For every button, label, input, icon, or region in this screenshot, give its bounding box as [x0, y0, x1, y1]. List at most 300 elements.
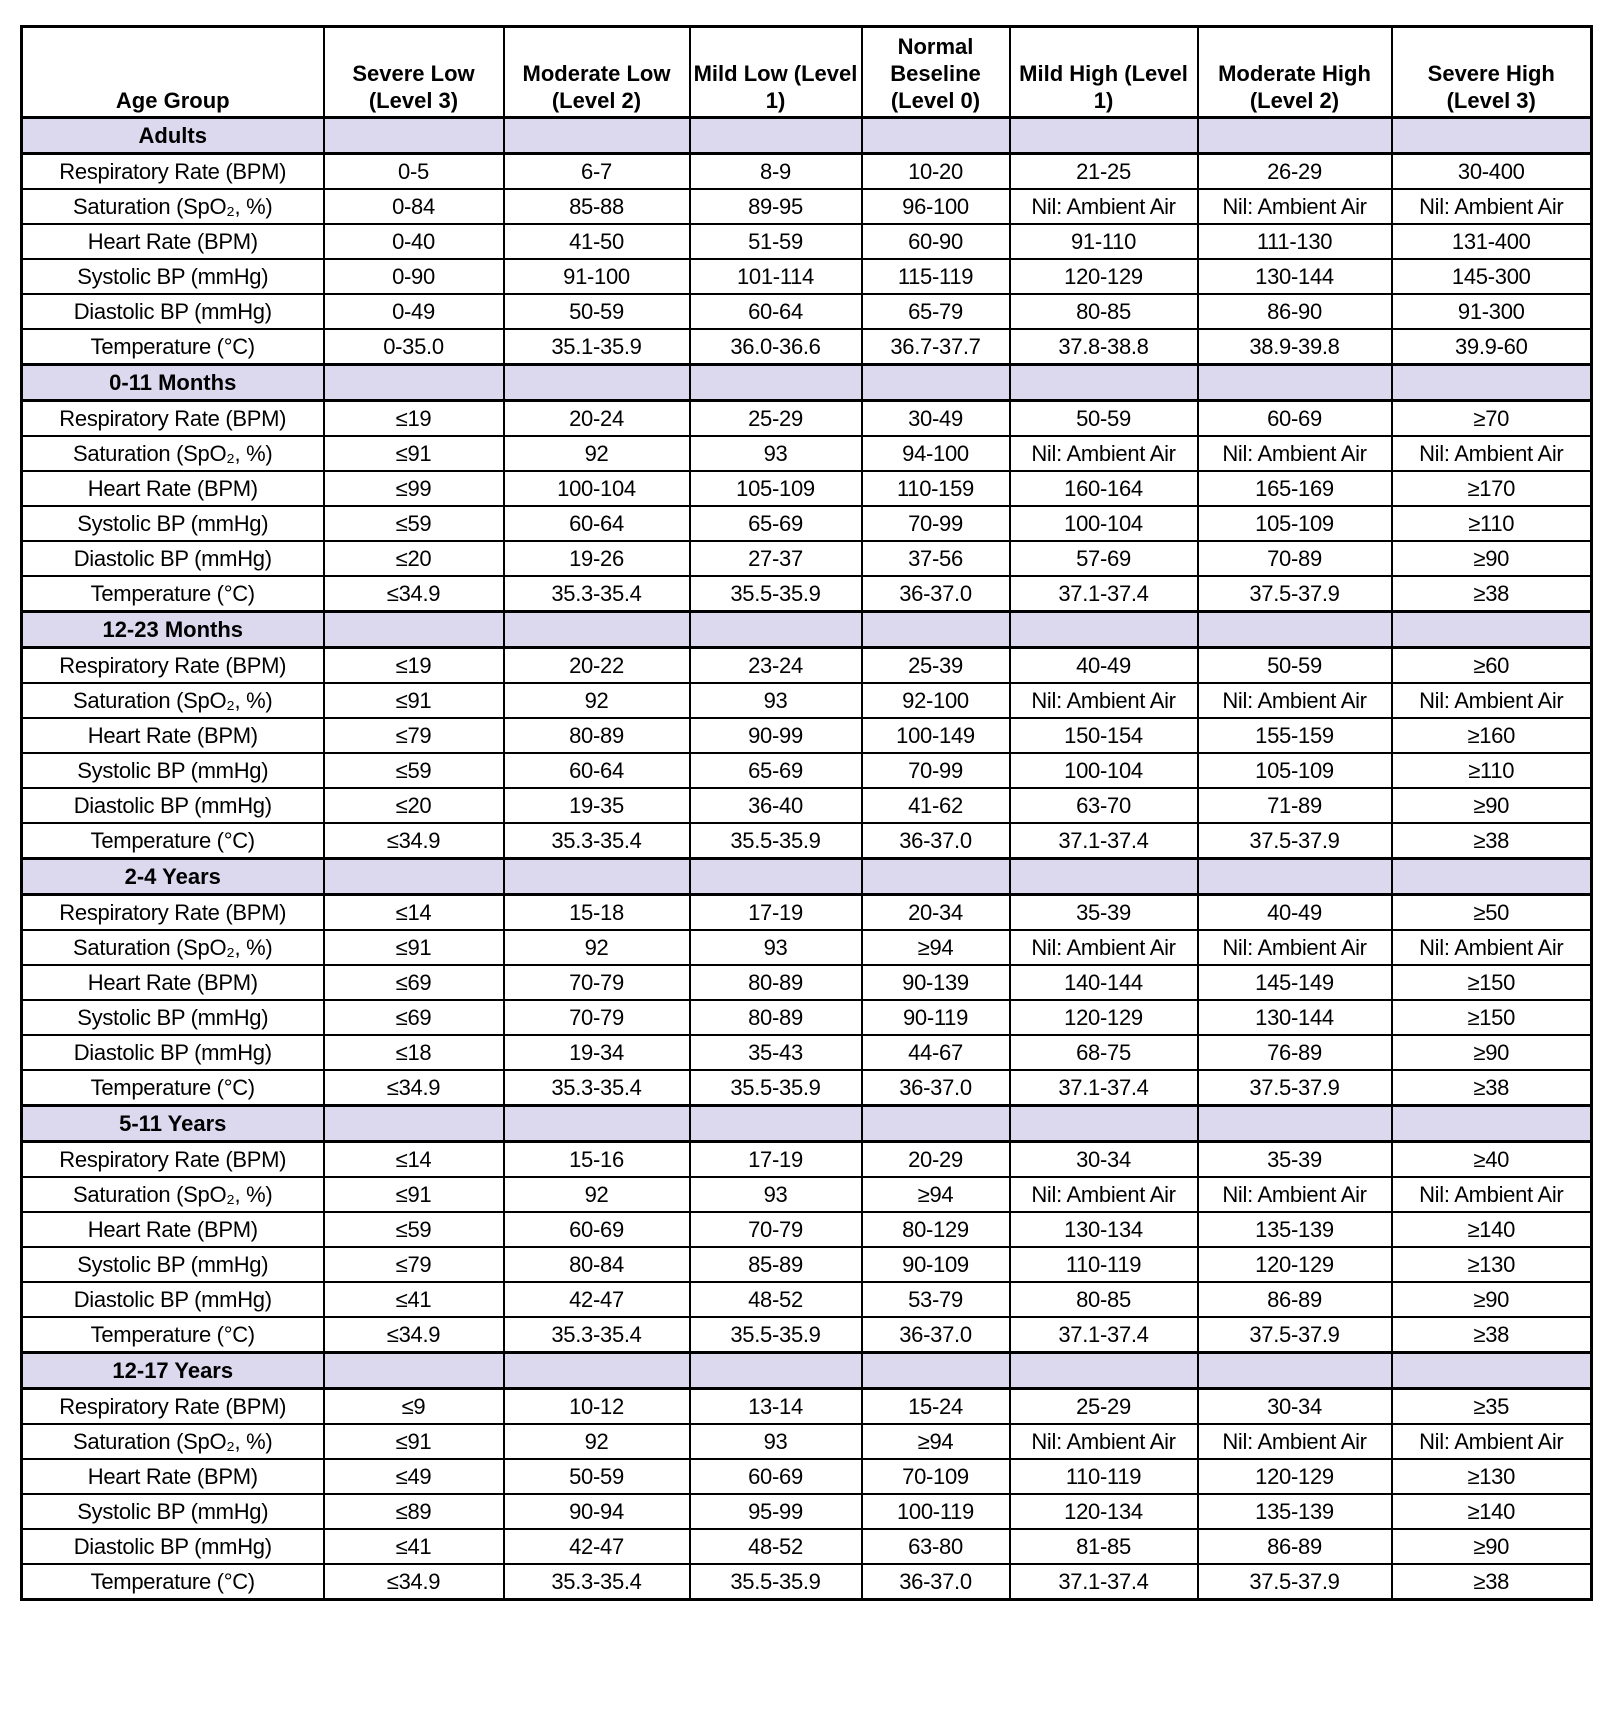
range-cell: 155-159 — [1198, 718, 1392, 753]
range-cell: 91-110 — [1010, 224, 1198, 259]
range-cell: 93 — [690, 683, 862, 718]
range-cell: 35.5-35.9 — [690, 576, 862, 612]
range-cell: 110-159 — [862, 471, 1010, 506]
range-cell: 70-109 — [862, 1459, 1010, 1494]
range-cell: ≤14 — [324, 1142, 504, 1178]
range-cell: 36.7-37.7 — [862, 329, 1010, 365]
group-filler-cell — [1198, 1106, 1392, 1142]
range-cell: ≤18 — [324, 1035, 504, 1070]
group-filler-cell — [690, 118, 862, 154]
range-cell: ≤59 — [324, 506, 504, 541]
group-filler-cell — [690, 859, 862, 895]
range-cell: 0-5 — [324, 154, 504, 190]
range-cell: 35.3-35.4 — [504, 1070, 690, 1106]
table-row — [22, 1424, 1592, 1459]
group-filler-cell — [1010, 859, 1198, 895]
range-cell: 76-89 — [1198, 1035, 1392, 1070]
range-cell: 37.8-38.8 — [1010, 329, 1198, 365]
group-filler-cell — [1198, 859, 1392, 895]
group-row-adults — [22, 118, 1592, 154]
range-cell: 41-50 — [504, 224, 690, 259]
range-cell: 60-90 — [862, 224, 1010, 259]
range-cell: 48-52 — [690, 1282, 862, 1317]
table-row — [22, 154, 1592, 190]
metric-label: Systolic BP (mmHg) — [22, 1247, 324, 1282]
group-label: 0-11 Months — [22, 365, 324, 401]
range-cell: ≤91 — [324, 1424, 504, 1459]
range-cell: 30-49 — [862, 401, 1010, 437]
range-cell: ≤69 — [324, 1000, 504, 1035]
range-cell: 70-99 — [862, 753, 1010, 788]
metric-label: Heart Rate (BPM) — [22, 224, 324, 259]
range-cell: 20-24 — [504, 401, 690, 437]
range-cell: 70-99 — [862, 506, 1010, 541]
range-cell: Nil: Ambient Air — [1010, 1177, 1198, 1212]
table-row — [22, 930, 1592, 965]
range-cell: 15-24 — [862, 1389, 1010, 1425]
range-cell: 90-99 — [690, 718, 862, 753]
group-label: 5-11 Years — [22, 1106, 324, 1142]
range-cell: 68-75 — [1010, 1035, 1198, 1070]
group-filler-cell — [1198, 612, 1392, 648]
range-cell: 57-69 — [1010, 541, 1198, 576]
range-cell: Nil: Ambient Air — [1392, 189, 1592, 224]
metric-label: Diastolic BP (mmHg) — [22, 788, 324, 823]
range-cell: 40-49 — [1010, 648, 1198, 684]
range-cell: ≥38 — [1392, 823, 1592, 859]
range-cell: 60-64 — [504, 753, 690, 788]
table-row — [22, 1529, 1592, 1564]
range-cell: 35.3-35.4 — [504, 1317, 690, 1353]
range-cell: 50-59 — [504, 294, 690, 329]
range-cell: Nil: Ambient Air — [1010, 189, 1198, 224]
range-cell: 95-99 — [690, 1494, 862, 1529]
group-filler-cell — [1392, 1353, 1592, 1389]
metric-label: Diastolic BP (mmHg) — [22, 1529, 324, 1564]
range-cell: 15-16 — [504, 1142, 690, 1178]
metric-label: Respiratory Rate (BPM) — [22, 154, 324, 190]
table-row — [22, 683, 1592, 718]
range-cell: ≤34.9 — [324, 1070, 504, 1106]
table-row — [22, 1000, 1592, 1035]
header-mild-high: Mild High (Level 1) — [1010, 27, 1198, 118]
group-filler-cell — [324, 1106, 504, 1142]
range-cell: 30-34 — [1010, 1142, 1198, 1178]
range-cell: ≤91 — [324, 1177, 504, 1212]
range-cell: 130-144 — [1198, 1000, 1392, 1035]
range-cell: 65-69 — [690, 753, 862, 788]
range-cell: 92 — [504, 436, 690, 471]
table-row — [22, 506, 1592, 541]
range-cell: 135-139 — [1198, 1494, 1392, 1529]
range-cell: ≤14 — [324, 895, 504, 931]
range-cell: 70-79 — [690, 1212, 862, 1247]
metric-label: Systolic BP (mmHg) — [22, 259, 324, 294]
header-moderate-low: Moderate Low (Level 2) — [504, 27, 690, 118]
range-cell: 63-70 — [1010, 788, 1198, 823]
range-cell: 85-89 — [690, 1247, 862, 1282]
range-cell: 35-39 — [1010, 895, 1198, 931]
range-cell: ≥140 — [1392, 1494, 1592, 1529]
range-cell: 90-109 — [862, 1247, 1010, 1282]
range-cell: 37.5-37.9 — [1198, 823, 1392, 859]
range-cell: 93 — [690, 1177, 862, 1212]
table-row — [22, 895, 1592, 931]
range-cell: 101-114 — [690, 259, 862, 294]
group-filler-cell — [324, 118, 504, 154]
range-cell: Nil: Ambient Air — [1198, 683, 1392, 718]
table-row — [22, 788, 1592, 823]
range-cell: 130-134 — [1010, 1212, 1198, 1247]
range-cell: 8-9 — [690, 154, 862, 190]
range-cell: 39.9-60 — [1392, 329, 1592, 365]
metric-label: Saturation (SpO₂, %) — [22, 1424, 324, 1459]
range-cell: 35.5-35.9 — [690, 1317, 862, 1353]
range-cell: 30-34 — [1198, 1389, 1392, 1425]
range-cell: 60-69 — [504, 1212, 690, 1247]
range-cell: 65-69 — [690, 506, 862, 541]
table-row — [22, 541, 1592, 576]
range-cell: ≤89 — [324, 1494, 504, 1529]
table-body — [22, 118, 1592, 1600]
range-cell: ≥90 — [1392, 788, 1592, 823]
range-cell: 35.1-35.9 — [504, 329, 690, 365]
range-cell: ≥94 — [862, 1177, 1010, 1212]
metric-label: Respiratory Rate (BPM) — [22, 648, 324, 684]
range-cell: 90-119 — [862, 1000, 1010, 1035]
metric-label: Saturation (SpO₂, %) — [22, 436, 324, 471]
range-cell: Nil: Ambient Air — [1392, 1424, 1592, 1459]
range-cell: 36-37.0 — [862, 1564, 1010, 1600]
group-filler-cell — [690, 612, 862, 648]
group-filler-cell — [690, 1353, 862, 1389]
metric-label: Saturation (SpO₂, %) — [22, 189, 324, 224]
range-cell: 37.1-37.4 — [1010, 1317, 1198, 1353]
group-filler-cell — [504, 1353, 690, 1389]
range-cell: ≥38 — [1392, 1564, 1592, 1600]
metric-label: Systolic BP (mmHg) — [22, 506, 324, 541]
range-cell: 145-149 — [1198, 965, 1392, 1000]
range-cell: 44-67 — [862, 1035, 1010, 1070]
range-cell: 93 — [690, 436, 862, 471]
range-cell: 93 — [690, 930, 862, 965]
metric-label: Diastolic BP (mmHg) — [22, 541, 324, 576]
range-cell: Nil: Ambient Air — [1198, 1177, 1392, 1212]
range-cell: ≥90 — [1392, 1529, 1592, 1564]
range-cell: 100-119 — [862, 1494, 1010, 1529]
range-cell: 37.5-37.9 — [1198, 576, 1392, 612]
range-cell: 92 — [504, 1177, 690, 1212]
range-cell: 0-40 — [324, 224, 504, 259]
range-cell: 0-35.0 — [324, 329, 504, 365]
range-cell: 92 — [504, 1424, 690, 1459]
range-cell: 36.0-36.6 — [690, 329, 862, 365]
range-cell: 35.5-35.9 — [690, 823, 862, 859]
metric-label: Systolic BP (mmHg) — [22, 1000, 324, 1035]
range-cell: 110-119 — [1010, 1459, 1198, 1494]
group-label: 12-23 Months — [22, 612, 324, 648]
range-cell: 86-89 — [1198, 1529, 1392, 1564]
range-cell: 37.5-37.9 — [1198, 1317, 1392, 1353]
range-cell: 37.1-37.4 — [1010, 576, 1198, 612]
header-mild-low: Mild Low (Level 1) — [690, 27, 862, 118]
range-cell: ≤79 — [324, 1247, 504, 1282]
range-cell: ≤91 — [324, 436, 504, 471]
range-cell: 48-52 — [690, 1529, 862, 1564]
header-severe-low: Severe Low (Level 3) — [324, 27, 504, 118]
range-cell: 15-18 — [504, 895, 690, 931]
table-row — [22, 1247, 1592, 1282]
range-cell: 20-29 — [862, 1142, 1010, 1178]
range-cell: ≤20 — [324, 541, 504, 576]
range-cell: 120-134 — [1010, 1494, 1198, 1529]
range-cell: Nil: Ambient Air — [1392, 683, 1592, 718]
table-row — [22, 1282, 1592, 1317]
group-filler-cell — [862, 1353, 1010, 1389]
range-cell: ≤19 — [324, 648, 504, 684]
table-row — [22, 401, 1592, 437]
range-cell: 105-109 — [690, 471, 862, 506]
range-cell: 80-89 — [690, 1000, 862, 1035]
range-cell: 51-59 — [690, 224, 862, 259]
range-cell: ≥94 — [862, 930, 1010, 965]
table-row — [22, 1389, 1592, 1425]
range-cell: 150-154 — [1010, 718, 1198, 753]
range-cell: 36-37.0 — [862, 823, 1010, 859]
range-cell: ≥130 — [1392, 1459, 1592, 1494]
group-filler-cell — [1392, 859, 1592, 895]
range-cell: 145-300 — [1392, 259, 1592, 294]
header-severe-high: Severe High (Level 3) — [1392, 27, 1592, 118]
range-cell: 94-100 — [862, 436, 1010, 471]
range-cell: 37.5-37.9 — [1198, 1564, 1392, 1600]
range-cell: 30-400 — [1392, 154, 1592, 190]
range-cell: 26-29 — [1198, 154, 1392, 190]
metric-label: Temperature (°C) — [22, 823, 324, 859]
range-cell: 80-89 — [504, 718, 690, 753]
range-cell: 92 — [504, 930, 690, 965]
range-cell: ≤9 — [324, 1389, 504, 1425]
range-cell: ≥150 — [1392, 1000, 1592, 1035]
group-filler-cell — [504, 365, 690, 401]
table-row — [22, 648, 1592, 684]
range-cell: 35.5-35.9 — [690, 1564, 862, 1600]
table-header — [22, 27, 1592, 118]
range-cell: 60-64 — [690, 294, 862, 329]
range-cell: ≤34.9 — [324, 1317, 504, 1353]
group-label: 12-17 Years — [22, 1353, 324, 1389]
range-cell: 36-37.0 — [862, 576, 1010, 612]
range-cell: 50-59 — [1010, 401, 1198, 437]
group-filler-cell — [1010, 1353, 1198, 1389]
range-cell: 25-29 — [1010, 1389, 1198, 1425]
range-cell: 10-12 — [504, 1389, 690, 1425]
range-cell: 35-43 — [690, 1035, 862, 1070]
table-row — [22, 1459, 1592, 1494]
group-filler-cell — [1198, 118, 1392, 154]
range-cell: Nil: Ambient Air — [1010, 930, 1198, 965]
range-cell: 100-104 — [1010, 506, 1198, 541]
range-cell: ≤34.9 — [324, 576, 504, 612]
group-filler-cell — [862, 612, 1010, 648]
range-cell: ≥160 — [1392, 718, 1592, 753]
table-row — [22, 965, 1592, 1000]
range-cell: 81-85 — [1010, 1529, 1198, 1564]
group-filler-cell — [324, 1353, 504, 1389]
group-filler-cell — [1198, 1353, 1392, 1389]
range-cell: ≥90 — [1392, 541, 1592, 576]
range-cell: 90-139 — [862, 965, 1010, 1000]
range-cell: 92 — [504, 683, 690, 718]
range-cell: 100-104 — [1010, 753, 1198, 788]
range-cell: 0-49 — [324, 294, 504, 329]
range-cell: 25-29 — [690, 401, 862, 437]
range-cell: 41-62 — [862, 788, 1010, 823]
metric-label: Heart Rate (BPM) — [22, 1459, 324, 1494]
range-cell: 38.9-39.8 — [1198, 329, 1392, 365]
range-cell: 35.5-35.9 — [690, 1070, 862, 1106]
group-filler-cell — [1392, 1106, 1592, 1142]
metric-label: Temperature (°C) — [22, 1317, 324, 1353]
table-row — [22, 576, 1592, 612]
range-cell: Nil: Ambient Air — [1392, 1177, 1592, 1212]
range-cell: Nil: Ambient Air — [1010, 683, 1198, 718]
range-cell: 37.5-37.9 — [1198, 1070, 1392, 1106]
header-moderate-high: Moderate High (Level 2) — [1198, 27, 1392, 118]
range-cell: 80-85 — [1010, 1282, 1198, 1317]
range-cell: ≥90 — [1392, 1035, 1592, 1070]
range-cell: 120-129 — [1010, 259, 1198, 294]
range-cell: ≥150 — [1392, 965, 1592, 1000]
range-cell: Nil: Ambient Air — [1198, 436, 1392, 471]
range-cell: 89-95 — [690, 189, 862, 224]
range-cell: ≤69 — [324, 965, 504, 1000]
range-cell: ≥110 — [1392, 753, 1592, 788]
metric-label: Saturation (SpO₂, %) — [22, 930, 324, 965]
range-cell: 91-300 — [1392, 294, 1592, 329]
range-cell: 42-47 — [504, 1282, 690, 1317]
range-cell: 92-100 — [862, 683, 1010, 718]
range-cell: 10-20 — [862, 154, 1010, 190]
metric-label: Respiratory Rate (BPM) — [22, 1142, 324, 1178]
range-cell: ≥60 — [1392, 648, 1592, 684]
range-cell: 0-90 — [324, 259, 504, 294]
range-cell: ≥94 — [862, 1424, 1010, 1459]
range-cell: 85-88 — [504, 189, 690, 224]
header-row — [22, 27, 1592, 118]
group-filler-cell — [1010, 118, 1198, 154]
table-row — [22, 823, 1592, 859]
range-cell: 25-39 — [862, 648, 1010, 684]
range-cell: ≤59 — [324, 1212, 504, 1247]
range-cell: 111-130 — [1198, 224, 1392, 259]
table-row — [22, 1142, 1592, 1178]
range-cell: 50-59 — [504, 1459, 690, 1494]
metric-label: Temperature (°C) — [22, 329, 324, 365]
range-cell: 65-79 — [862, 294, 1010, 329]
metric-label: Diastolic BP (mmHg) — [22, 1035, 324, 1070]
range-cell: Nil: Ambient Air — [1198, 1424, 1392, 1459]
group-filler-cell — [690, 1106, 862, 1142]
group-row-12-23-months — [22, 612, 1592, 648]
range-cell: 17-19 — [690, 895, 862, 931]
range-cell: ≤34.9 — [324, 1564, 504, 1600]
range-cell: ≥35 — [1392, 1389, 1592, 1425]
metric-label: Respiratory Rate (BPM) — [22, 1389, 324, 1425]
metric-label: Systolic BP (mmHg) — [22, 753, 324, 788]
range-cell: ≤41 — [324, 1529, 504, 1564]
range-cell: 63-80 — [862, 1529, 1010, 1564]
table-row — [22, 1494, 1592, 1529]
range-cell: 19-26 — [504, 541, 690, 576]
range-cell: 20-22 — [504, 648, 690, 684]
range-cell: 36-37.0 — [862, 1070, 1010, 1106]
range-cell: ≤19 — [324, 401, 504, 437]
range-cell: ≥70 — [1392, 401, 1592, 437]
group-label: Adults — [22, 118, 324, 154]
range-cell: 120-129 — [1198, 1247, 1392, 1282]
range-cell: ≤99 — [324, 471, 504, 506]
metric-label: Saturation (SpO₂, %) — [22, 1177, 324, 1212]
table-row — [22, 259, 1592, 294]
group-filler-cell — [1198, 365, 1392, 401]
range-cell: 35-39 — [1198, 1142, 1392, 1178]
metric-label: Temperature (°C) — [22, 576, 324, 612]
metric-label: Heart Rate (BPM) — [22, 965, 324, 1000]
table-row — [22, 1564, 1592, 1600]
range-cell: 105-109 — [1198, 506, 1392, 541]
range-cell: 21-25 — [1010, 154, 1198, 190]
range-cell: 86-90 — [1198, 294, 1392, 329]
range-cell: 37-56 — [862, 541, 1010, 576]
range-cell: Nil: Ambient Air — [1392, 930, 1592, 965]
range-cell: 27-37 — [690, 541, 862, 576]
table-row — [22, 329, 1592, 365]
table-row — [22, 189, 1592, 224]
range-cell: 160-164 — [1010, 471, 1198, 506]
range-cell: 37.1-37.4 — [1010, 1070, 1198, 1106]
range-cell: 60-69 — [1198, 401, 1392, 437]
range-cell: 23-24 — [690, 648, 862, 684]
table-row — [22, 718, 1592, 753]
range-cell: 40-49 — [1198, 895, 1392, 931]
range-cell: ≤91 — [324, 683, 504, 718]
group-filler-cell — [504, 1106, 690, 1142]
range-cell: 130-144 — [1198, 259, 1392, 294]
metric-label: Heart Rate (BPM) — [22, 718, 324, 753]
range-cell: 110-119 — [1010, 1247, 1198, 1282]
group-filler-cell — [690, 365, 862, 401]
table-row — [22, 224, 1592, 259]
table-row — [22, 1035, 1592, 1070]
range-cell: 100-149 — [862, 718, 1010, 753]
range-cell: 19-34 — [504, 1035, 690, 1070]
range-cell: 37.1-37.4 — [1010, 823, 1198, 859]
range-cell: 35.3-35.4 — [504, 1564, 690, 1600]
metric-label: Temperature (°C) — [22, 1564, 324, 1600]
group-filler-cell — [862, 1106, 1010, 1142]
range-cell: ≥38 — [1392, 576, 1592, 612]
group-filler-cell — [1392, 365, 1592, 401]
range-cell: ≤79 — [324, 718, 504, 753]
range-cell: 86-89 — [1198, 1282, 1392, 1317]
range-cell: 135-139 — [1198, 1212, 1392, 1247]
group-filler-cell — [862, 365, 1010, 401]
range-cell: ≤49 — [324, 1459, 504, 1494]
group-filler-cell — [324, 612, 504, 648]
range-cell: 60-69 — [690, 1459, 862, 1494]
range-cell: 80-84 — [504, 1247, 690, 1282]
